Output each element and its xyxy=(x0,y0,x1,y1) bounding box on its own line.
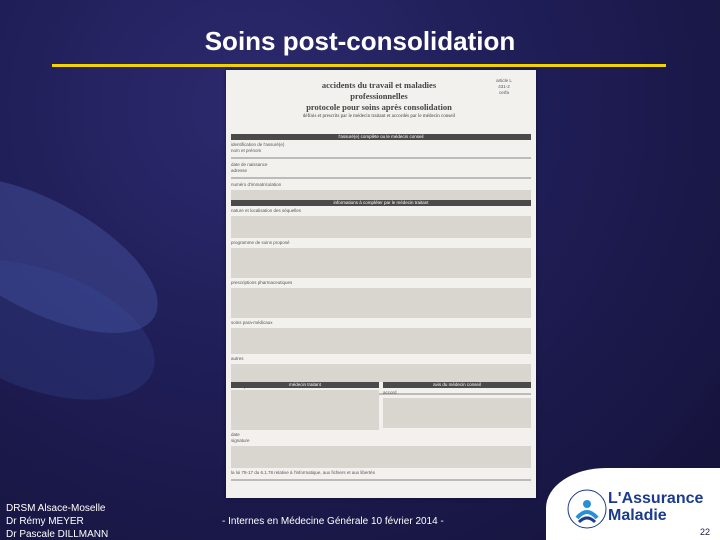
scanned-form-image xyxy=(226,70,536,498)
footer-author-line: DRSM Alsace-Moselle xyxy=(6,503,106,514)
form-header-line: protocole pour soins après consolidation xyxy=(306,102,452,112)
form-shaded-area xyxy=(231,248,531,278)
form-shaded-area xyxy=(231,216,531,238)
form-section-signatures xyxy=(231,380,531,484)
form-field: date de naissance xyxy=(231,162,268,167)
footer-author-line: Dr Pascale DILLMANN xyxy=(6,529,109,540)
form-field: identification de l'assuré(e) xyxy=(231,142,285,147)
form-shaded-area xyxy=(231,446,531,468)
form-field: adresse xyxy=(231,168,248,173)
footer-authors xyxy=(6,502,108,540)
form-line xyxy=(231,177,531,179)
form-band: médecin traitant xyxy=(231,382,379,388)
page-number: 22 xyxy=(700,527,711,537)
form-line xyxy=(231,479,531,481)
form-shaded-area xyxy=(231,328,531,354)
form-shaded-area xyxy=(231,288,531,318)
title-underline xyxy=(52,64,666,67)
form-signature-row xyxy=(231,380,531,432)
form-field: numéro d'immatriculation xyxy=(231,182,282,187)
form-field: soins para-médicaux xyxy=(231,320,273,325)
form-shaded-area xyxy=(231,390,379,430)
form-section-doctor xyxy=(231,198,531,398)
seal-icon xyxy=(566,488,608,530)
logo-line: Maladie xyxy=(608,507,667,524)
form-field: accord xyxy=(383,390,397,395)
form-field: la loi 78-17 du 6.1.78 relative à l'informatique, aux fichiers et aux libertés xyxy=(231,470,375,475)
slide-title: Soins post-consolidation xyxy=(204,26,516,56)
form-field: signature xyxy=(231,438,250,443)
assurance-maladie-logo xyxy=(566,488,704,536)
form-header-line: professionnelles xyxy=(350,91,408,101)
form-stamp-line: article L xyxy=(496,78,512,83)
form-band: informations à compléter par le médecin traitant xyxy=(231,200,531,206)
form-header-line: définis et prescrits par le médecin traitant et accordés par le médecin conseil xyxy=(302,114,456,119)
form-stamp-line: 431-2 xyxy=(498,84,510,89)
form-header xyxy=(294,80,464,120)
form-section-insured xyxy=(231,132,531,204)
form-field: prescriptions pharmaceutiques xyxy=(231,280,293,285)
form-header-line: accidents du travail et maladies xyxy=(321,80,437,90)
form-field: autres xyxy=(231,356,244,361)
form-field: date xyxy=(231,432,240,437)
form-band: avis du médecin conseil xyxy=(383,382,531,388)
form-line xyxy=(231,157,531,159)
form-field: programme de soins proposé xyxy=(231,240,290,245)
form-shaded-area xyxy=(383,398,531,428)
form-band: l'assuré(e) complète ou le médecin conseil xyxy=(231,134,531,140)
logo-line: L'Assurance xyxy=(608,490,704,507)
logo-text xyxy=(608,490,703,524)
form-field: nature et localisation des séquelles xyxy=(231,208,302,213)
footer-event: - Internes en Médecine Générale 10 février 2014 - xyxy=(222,516,444,527)
footer-author-line: Dr Rémy MEYER xyxy=(6,516,84,527)
form-stamp-line: cerfa xyxy=(498,90,509,95)
form-stamp xyxy=(478,78,530,96)
form-field: nom et prénom xyxy=(231,148,262,153)
